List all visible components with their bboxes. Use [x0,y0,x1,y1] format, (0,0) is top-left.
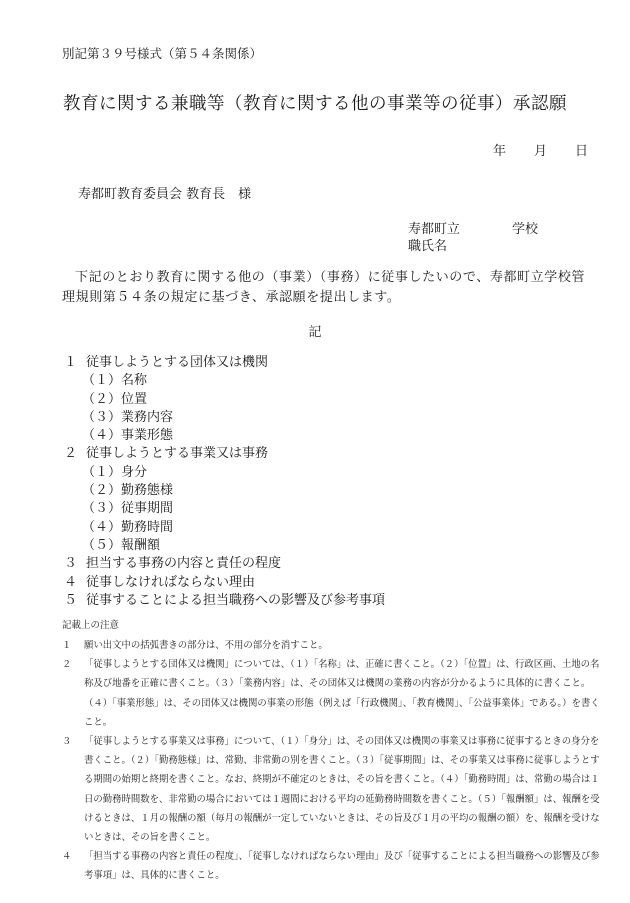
body-text: 下記のとおり教育に関する他の（事業）（事務）に従事したいので、寿都町立学校管理規則第５４条の規定に基づき、承認願を提出します。 [62,270,586,305]
item-text: 従事しようとする団体又は機関 [86,355,269,370]
sub-item: （４）勤務時間 [82,519,174,535]
date-line [493,140,588,159]
sub-item: （３）従事期間 [82,501,174,517]
note-text: 「担当する事務の内容と責任の程度」、「従事しなければならない理由」及び「従事することによる担当職務への影響及び参考事項」は、具体的に書くこと。 [84,851,600,882]
item-text: 従事することによる担当職務への影響及び参考事項 [86,592,386,608]
item [64,574,385,592]
item-number: １ [64,355,78,370]
note-number: ２ [62,659,72,671]
note-item [62,636,602,655]
note-number: １ [62,640,72,651]
note-number: ３ [62,736,72,748]
note-text: 「従事しようとする事業又は事務」について、（１）「身分」は、その団体又は機関の事業又は事務に従事するときの身分を書くこと。（２）「勤務態様」は、常勤、非常勤の別を書くこと。（３）「従事期間」は、その事業又は事務に従事しようとする期間の始期と終期を書くこと。なお、終期が不確定のときは、その旨を書くこと。（４）「勤務時間」は、常勤の場合は１日の勤務時間数を、非常勤の場合においては１週間における平均の延勤務時間数を書くこと。（５）「報酬額」は、報酬を受けるときは、１月の報酬の額（毎月の報酬が一定していないときは、その旨及び１月の平均の報酬の額）を、報酬を受けないときは、その旨を書くこと。 [84,736,600,844]
item-number: ５ [64,592,78,608]
notes-list [62,636,602,886]
note-number: ４ [62,851,72,863]
sub-item: （２）位置 [82,391,148,407]
note-text: 「従事しようとする団体又は機関」については、（１）「名称」は、正確に書くこと。（２）「位置」は、行政区画、土地の名称及び地番を正確に書くこと。（３）「業務内容」は、その団体又は機関の業務の内容が分かるように具体的に書くこと。（４）「事業形態」は、その団体又は機関の事業の形態（例えば「行政機関」、「教育機関」、「公益事業体」である。）を書くこと。 [84,659,600,728]
item-text: 担当する事務の内容と責任の程度 [86,556,282,572]
date-day-label: 日 [574,144,588,159]
item [64,592,385,610]
date-month-label: 月 [533,144,547,159]
item-text: 従事しようとする事業又は事務 [86,446,269,462]
addressee: 寿都町教育委員会 教育長 様 [78,187,252,202]
sub-item: （５）報酬額 [82,537,161,553]
item-number: ２ [64,446,78,462]
note-text: 願い出文中の括弧書きの部分は、不用の部分を消すこと。 [84,640,328,651]
item-number: ４ [64,574,78,590]
sub-item: （４）事業形態 [82,428,174,444]
note-item [62,732,602,847]
note-item [62,847,602,885]
document-title: 教育に関する兼職等（教育に関する他の事業等の従事）承認願 [63,94,567,114]
ki-heading: 記 [308,325,322,340]
item-number: ３ [64,556,78,572]
item [64,354,385,372]
item-text: 従事しなければならない理由 [86,574,256,590]
sub-item: （１）身分 [82,464,148,480]
sub-item: （３）業務内容 [82,409,174,425]
item [64,445,385,463]
applicant-name-label: 職氏名 [408,239,448,254]
sub-item: （２）勤務態様 [82,483,174,499]
item [64,555,385,573]
items-list [64,354,385,610]
school-prefix: 寿都町立 [408,222,461,237]
sub-item: （１）名称 [82,373,148,389]
note-item [62,655,602,732]
date-year-label: 年 [492,144,506,159]
form-id: 別記第３９号様式（第５４条関係） [62,46,263,61]
notes-title: 記載上の注意 [62,620,120,631]
school-suffix: 学校 [512,222,539,237]
